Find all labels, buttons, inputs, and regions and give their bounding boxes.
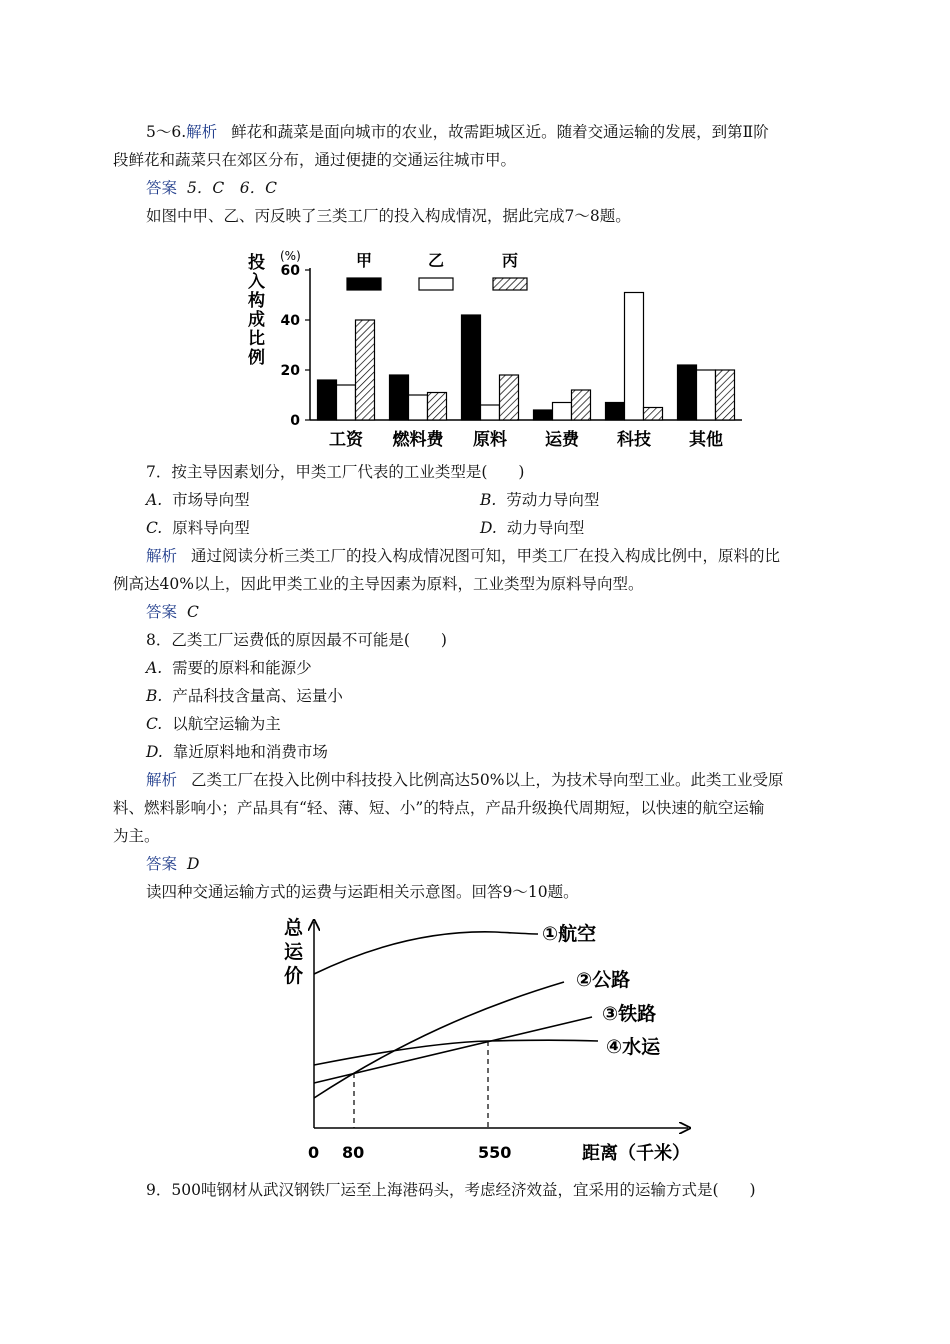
- y-axis-label-char: 投: [248, 253, 265, 273]
- line-air: [314, 932, 538, 974]
- option-letter: D.: [480, 519, 497, 537]
- q56-answer: [146, 178, 277, 198]
- bar-乙-工资: [337, 385, 356, 420]
- bar-乙-燃料费: [409, 395, 428, 420]
- q8-explanation-line2: 料、燃料影响小；产品具有“轻、薄、短、小”的特点，产品升级换代周期短，以快速的航空运输: [113, 799, 765, 817]
- bar-甲-科技: [606, 403, 625, 421]
- q8-option-c[interactable]: [146, 714, 281, 734]
- option-letter: C.: [146, 715, 163, 733]
- intro-7-8: 如图中甲、乙、丙反映了三类工厂的投入构成情况，据此完成7～8题。: [146, 207, 631, 225]
- q7-option-d[interactable]: [480, 518, 584, 538]
- bar-丙-原料: [500, 375, 519, 420]
- y-axis-label-char: 构: [248, 291, 265, 311]
- transport-cost-distance-chart: [280, 912, 700, 1168]
- x-tick-label: 80: [342, 1143, 365, 1162]
- option-text: 需要的原料和能源少: [172, 659, 312, 677]
- option-letter: B.: [146, 687, 163, 705]
- q7-explanation-line2: 例高达40%以上，因此甲类工业的主导因素为原料，工业类型为原料导向型。: [113, 575, 644, 593]
- y-tick-label: 40: [280, 313, 300, 329]
- q7-answer-text: C: [187, 603, 199, 621]
- q8-answer-text: D: [187, 855, 200, 873]
- q56-text-1: 鲜花和蔬菜是面向城市的农业，故需距城区近。随着交通运输的发展，到第Ⅱ阶: [231, 123, 769, 141]
- explanation-keyword: 解析: [146, 547, 178, 565]
- bar-丙-其他: [716, 370, 735, 420]
- q8-exp-text-1: 乙类工厂在投入比例中科技投入比例高达50%以上，为技术导向型工业。此类工业受原: [191, 771, 784, 789]
- q9-stem: 9．500吨钢材从武汉钢铁厂运至上海港码头，考虑经济效益，宜采用的运输方式是( ): [146, 1181, 756, 1199]
- bar-丙-科技: [644, 408, 663, 421]
- option-letter: A.: [146, 491, 163, 509]
- series-label-water: ④水运: [606, 1036, 661, 1058]
- answer-keyword: 答案: [146, 855, 178, 873]
- q56-answer-text: 5．C 6．C: [187, 179, 277, 197]
- y-unit-label: (%): [280, 249, 301, 263]
- series-label-rail: ③铁路: [602, 1003, 657, 1025]
- explanation-keyword: 解析: [146, 771, 178, 789]
- y-tick-label: 60: [280, 263, 300, 279]
- line-rail: [314, 1017, 592, 1083]
- option-letter: B.: [480, 491, 497, 509]
- q8-explanation-line3: 为主。: [113, 827, 160, 845]
- option-text: 原料导向型: [172, 519, 250, 537]
- bar-乙-科技: [625, 293, 644, 421]
- option-letter: A.: [146, 659, 163, 677]
- q56-explanation-line2: 段鲜花和蔬菜只在郊区分布，通过便捷的交通运往城市甲。: [113, 151, 517, 169]
- category-label: 燃料费: [392, 430, 444, 450]
- y-axis-label-char: 入: [248, 272, 265, 292]
- q8-explanation-line1: [146, 770, 783, 790]
- y-axis-label: [284, 916, 304, 987]
- option-text: 以航空运输为主: [172, 715, 281, 733]
- intro-9-10: 读四种交通运输方式的运费与运距相关示意图。回答9～10题。: [146, 883, 579, 901]
- bar-乙-原料: [481, 405, 500, 420]
- explanation-keyword: 解析: [186, 123, 218, 141]
- category-label: 运费: [545, 430, 579, 450]
- series-label-air: ①航空: [542, 923, 597, 945]
- bar-甲-其他: [678, 365, 697, 420]
- answer-keyword: 答案: [146, 603, 178, 621]
- option-text: 动力导向型: [506, 519, 585, 537]
- y-axis-label-char: 运: [284, 941, 304, 963]
- q7-explanation-line1: [146, 546, 780, 566]
- q8-stem: 8．乙类工厂运费低的原因最不可能是( ): [146, 631, 447, 649]
- bar-丙-工资: [356, 320, 375, 420]
- series-label-road: ②公路: [576, 969, 631, 991]
- q7-answer: [146, 602, 199, 622]
- q8-option-d[interactable]: [146, 742, 328, 762]
- y-axis-label: [248, 252, 265, 368]
- y-axis-label-char: 价: [284, 965, 304, 987]
- q8-answer: [146, 854, 199, 874]
- option-letter: D.: [146, 743, 163, 761]
- investment-structure-bar-chart: [240, 244, 750, 454]
- bar-甲-工资: [318, 380, 337, 420]
- q7-option-b[interactable]: [480, 490, 599, 510]
- option-text: 靠近原料地和消费市场: [172, 743, 328, 761]
- x-axis-label: 距离（千米）: [582, 1143, 690, 1164]
- category-label: 科技: [617, 430, 651, 450]
- q56-explanation-line1: [146, 122, 769, 142]
- option-text: 市场导向型: [172, 491, 250, 509]
- bar-丙-燃料费: [428, 393, 447, 421]
- bar-丙-运费: [572, 390, 591, 420]
- bar-甲-燃料费: [390, 375, 409, 420]
- legend-label: 丙: [501, 251, 519, 270]
- category-label: 其他: [689, 430, 723, 450]
- option-letter: C.: [146, 519, 163, 537]
- q7-stem: 7．按主导因素划分，甲类工厂代表的工业类型是( ): [146, 463, 525, 481]
- x-tick-label: 0: [308, 1143, 320, 1162]
- legend-swatch: [493, 278, 527, 290]
- legend-swatch: [419, 278, 453, 290]
- q56-label: 5～6.: [146, 123, 187, 141]
- q8-option-b[interactable]: [146, 686, 343, 706]
- y-axis-label-char: 比: [248, 329, 265, 349]
- legend-label: 乙: [427, 251, 445, 270]
- category-label: 工资: [329, 430, 363, 450]
- bar-甲-运费: [534, 410, 553, 420]
- category-label: 原料: [473, 430, 507, 450]
- q7-option-a[interactable]: [146, 490, 250, 510]
- y-tick-label: 20: [280, 363, 300, 379]
- x-tick-label: 550: [478, 1143, 512, 1162]
- legend-swatch: [347, 278, 381, 290]
- q8-option-a[interactable]: [146, 658, 312, 678]
- bar-乙-运费: [553, 403, 572, 421]
- option-text: 产品科技含量高、运量小: [172, 687, 343, 705]
- y-axis-label-char: 总: [284, 917, 304, 939]
- q7-option-c[interactable]: [146, 518, 250, 538]
- q7-exp-text-1: 通过阅读分析三类工厂的投入构成情况图可知，甲类工厂在投入构成比例中，原料的比: [191, 547, 781, 565]
- y-axis-label-char: 例: [248, 348, 265, 368]
- legend-label: 甲: [355, 251, 373, 270]
- bar-乙-其他: [697, 370, 716, 420]
- answer-keyword: 答案: [146, 179, 178, 197]
- y-axis-label-char: 成: [248, 310, 265, 330]
- y-tick-label: 0: [290, 413, 300, 429]
- bar-甲-原料: [462, 315, 481, 420]
- line-water: [314, 1040, 598, 1065]
- option-text: 劳动力导向型: [506, 491, 600, 509]
